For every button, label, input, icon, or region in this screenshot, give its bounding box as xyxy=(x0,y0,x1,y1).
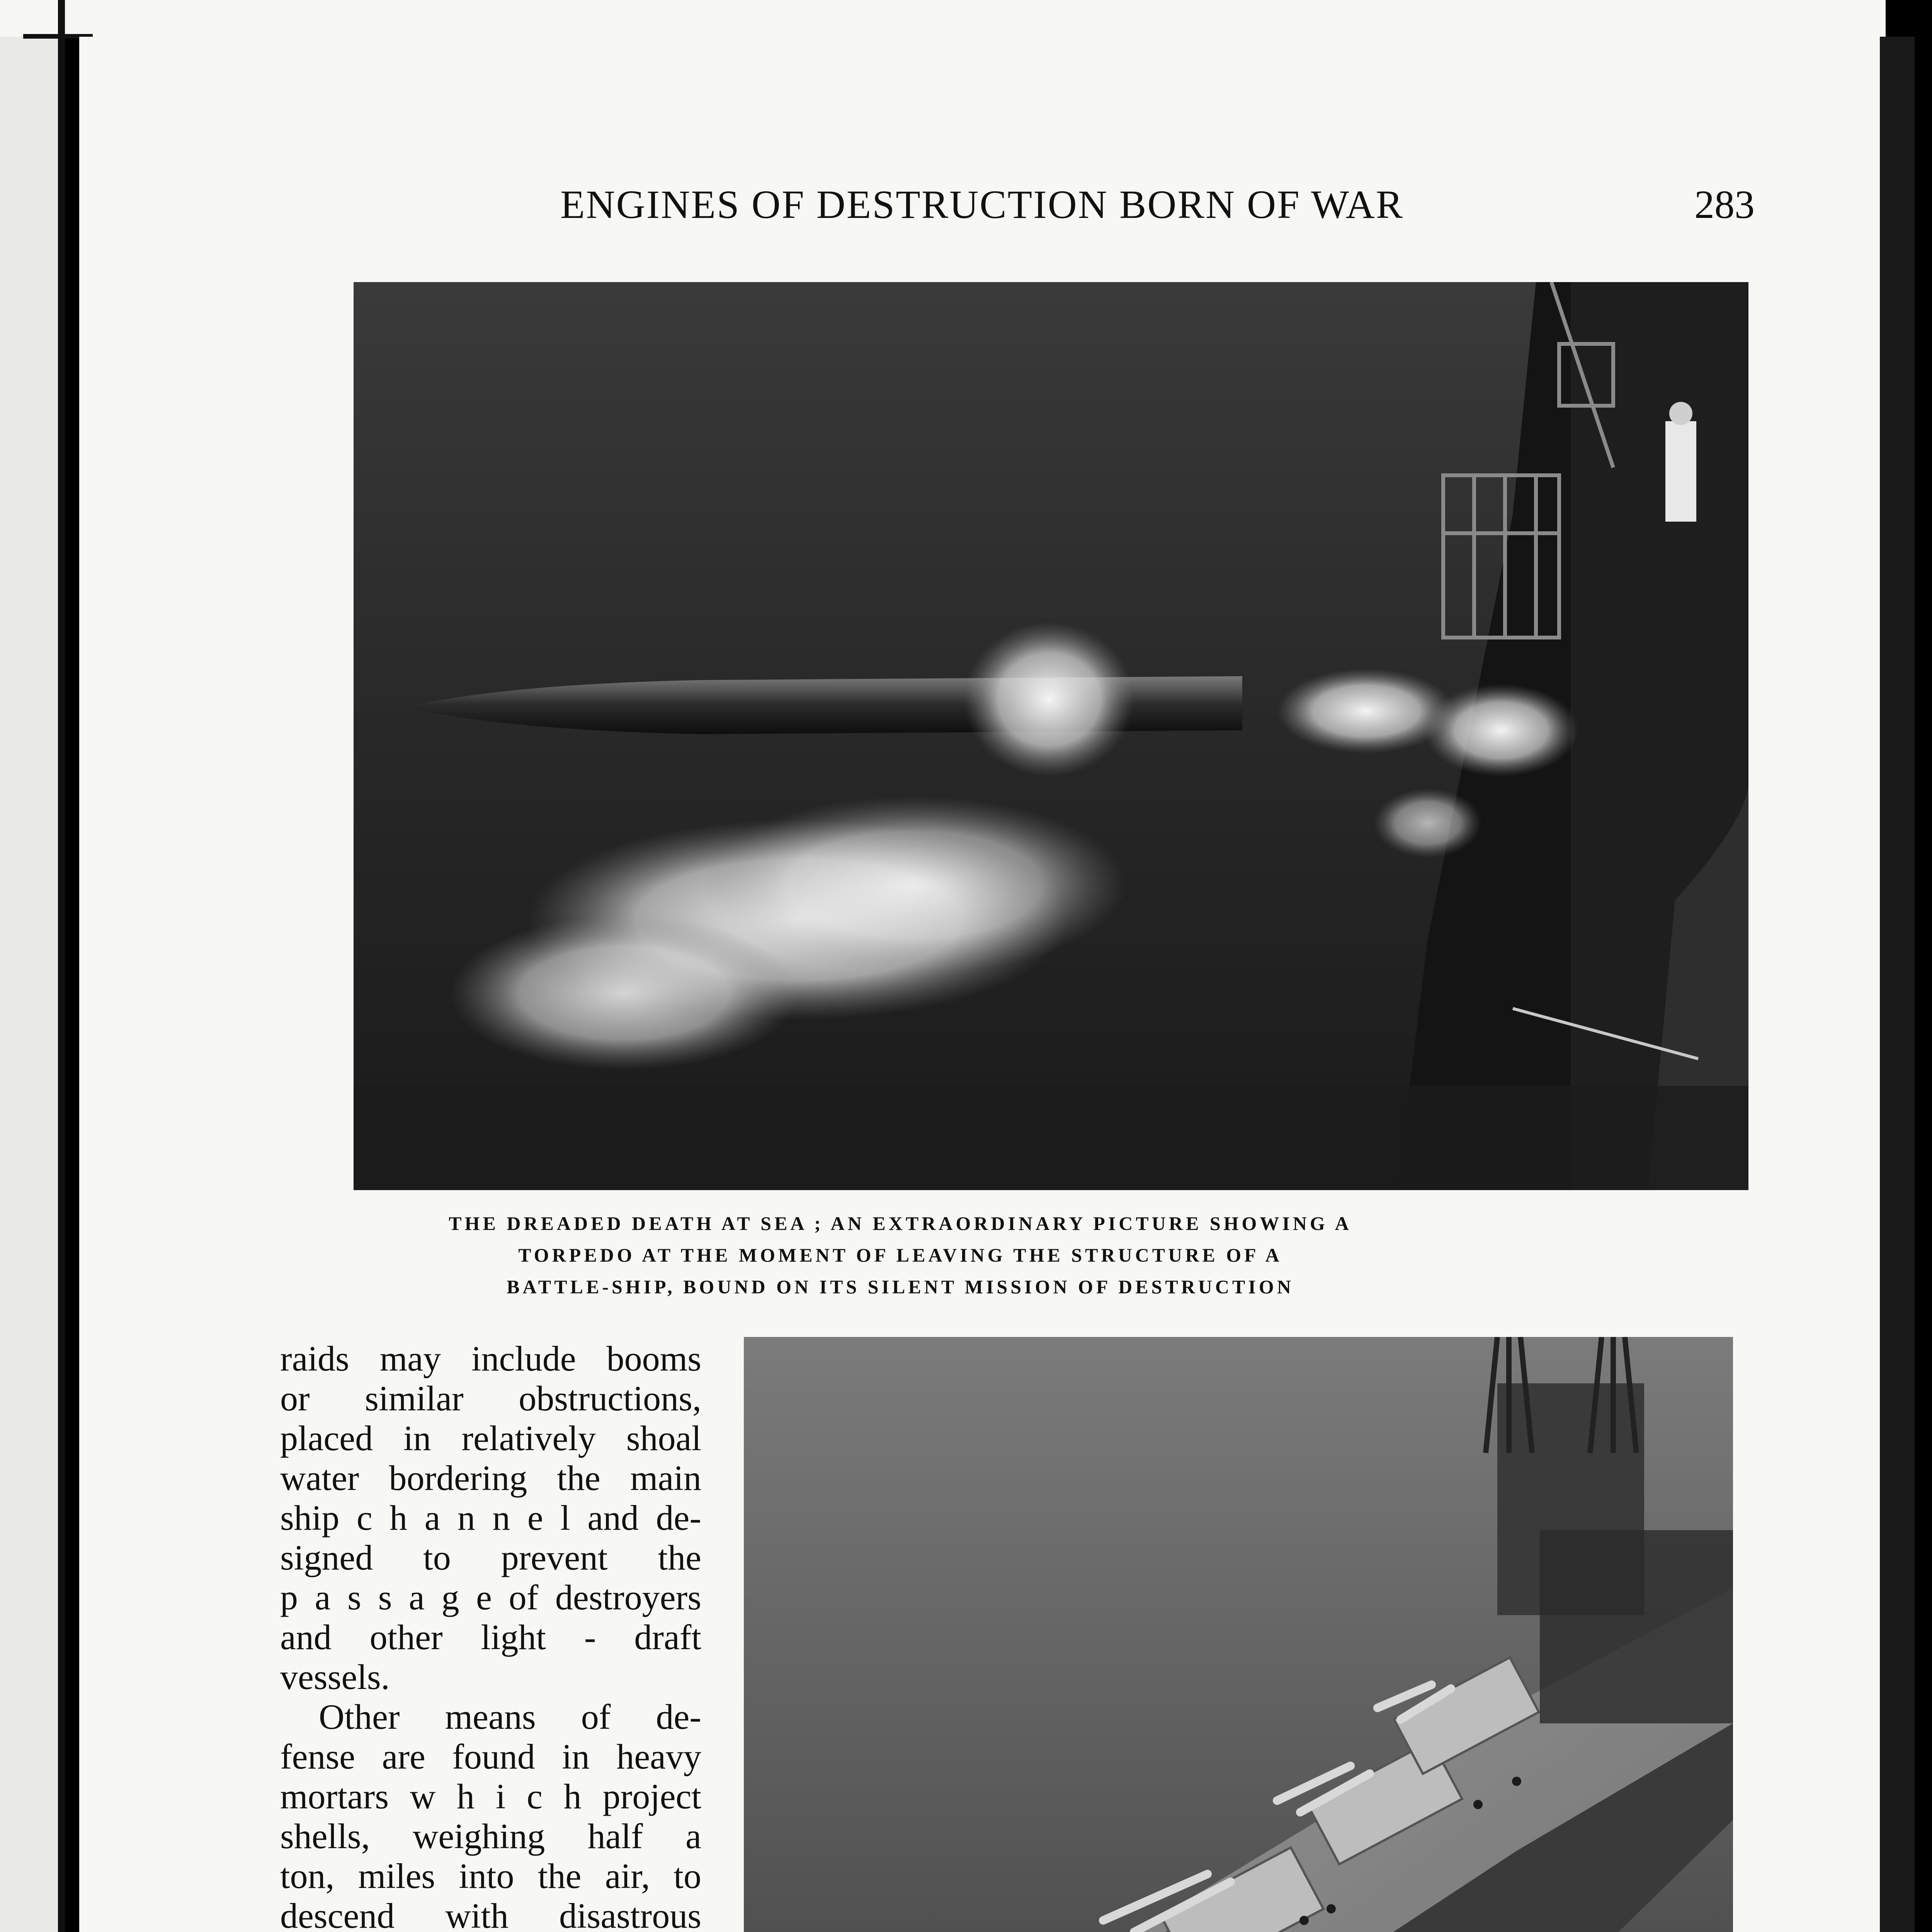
body-text-column xyxy=(280,1339,701,1932)
battleship-deck-photo xyxy=(744,1337,1733,1932)
page-edge-shadow xyxy=(1880,37,1915,1932)
body-line: ship c h a n n e l and de- xyxy=(280,1498,701,1537)
body-line: placed in relatively shoal xyxy=(280,1418,701,1458)
body-line: and other light - draft xyxy=(280,1617,701,1657)
body-line: fense are found in heavy xyxy=(280,1737,701,1776)
page-number: 283 xyxy=(1694,182,1755,227)
caption-line: BATTLE-SHIP, BOUND ON ITS SILENT MISSION OF DESTRUCTION xyxy=(507,1276,1294,1298)
body-line: mortars w h i c h project xyxy=(280,1777,701,1816)
caption-line: TORPEDO AT THE MOMENT OF LEAVING THE STRUCTURE OF A xyxy=(518,1244,1282,1266)
body-line: ton, miles into the air, to xyxy=(280,1856,701,1896)
running-header: ENGINES OF DESTRUCTION BORN OF WAR xyxy=(560,182,1404,227)
facing-page-edge xyxy=(0,37,58,1932)
body-line: vessels. xyxy=(280,1657,390,1697)
torpedo-launch-photo xyxy=(354,282,1748,1190)
book-gutter xyxy=(58,0,65,1932)
body-line: shells, weighing half a xyxy=(280,1816,701,1856)
body-line: raids may include booms xyxy=(280,1339,701,1378)
top-figure-caption xyxy=(301,1208,1499,1303)
body-line: water bordering the main xyxy=(280,1458,701,1498)
body-line: Other means of de- xyxy=(319,1697,701,1736)
body-line: or similar obstructions, xyxy=(280,1379,701,1418)
caption-line: THE DREADED DEATH AT SEA ; AN EXTRAORDINARY PICTURE SHOWING A xyxy=(449,1213,1352,1234)
scan-top-strip xyxy=(0,0,1886,37)
body-line: descend with disastrous xyxy=(280,1896,701,1932)
body-line: signed to prevent the xyxy=(280,1538,701,1577)
body-line: p a s s a g e of destroyers xyxy=(280,1578,701,1617)
